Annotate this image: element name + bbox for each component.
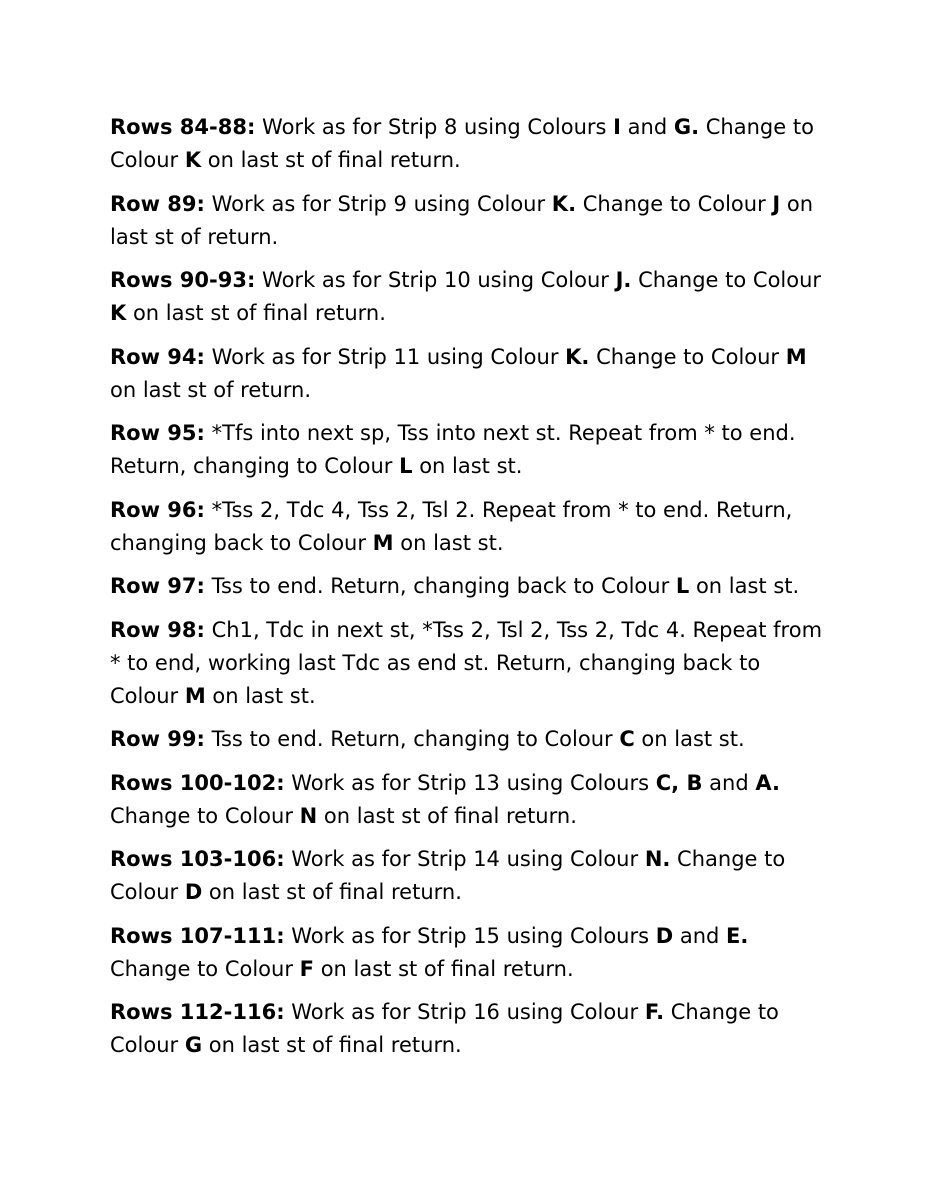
instruction-text: Change to Colour (589, 344, 786, 369)
colour-code: G. (673, 115, 700, 139)
colour-code: L (399, 454, 413, 478)
instruction-text: on last st. (205, 683, 316, 708)
row-label: Row 99: (110, 727, 205, 751)
instruction-row (110, 920, 830, 986)
instruction-text: Change to Colour (110, 847, 786, 904)
colour-code: L (675, 574, 690, 598)
instruction-text: on last st of final return. (202, 1033, 462, 1057)
colour-code: A. (755, 770, 780, 795)
row-label: Row 96: (110, 497, 205, 522)
colour-code: E. (726, 923, 749, 948)
colour-code: G (184, 1033, 203, 1057)
instruction-text: on last st of final return. (201, 148, 461, 172)
instruction-row (110, 417, 830, 483)
instruction-row (110, 614, 830, 713)
colour-code: K (110, 301, 127, 325)
colour-code: K (184, 148, 202, 172)
instruction-row (110, 111, 830, 177)
colour-code: N (299, 803, 318, 828)
instruction-text: and (702, 770, 756, 795)
instruction-text: Work as for Strip 15 using Colours (284, 923, 656, 948)
instruction-row (110, 494, 830, 560)
row-label: Rows 84-88: (110, 115, 256, 139)
row-label: Rows 100-102: (110, 770, 285, 795)
instruction-text: on last st of return. (110, 191, 814, 249)
instruction-text: on last st. (412, 454, 523, 478)
colour-code: J (772, 191, 781, 216)
instruction-text: Change to Colour (110, 1000, 779, 1057)
instruction-text: on last st of final return. (314, 956, 574, 981)
instruction-text: and (621, 115, 674, 139)
colour-code: F (299, 956, 315, 981)
instruction-text: Work as for Strip 16 using Colour (284, 1000, 645, 1024)
colour-code: C, B (655, 770, 703, 795)
instruction-row (110, 341, 830, 407)
instruction-row (110, 570, 830, 603)
row-label: Row 94: (110, 344, 205, 369)
instruction-text: on last st. (393, 530, 504, 555)
instruction-text: Work as for Strip 14 using Colour (284, 847, 645, 871)
instruction-text: on last st of final return. (126, 301, 386, 325)
colour-code: M (184, 683, 206, 708)
instruction-row (110, 723, 830, 756)
instruction-text: Work as for Strip 10 using Colour (255, 268, 616, 292)
instruction-text: Tss to end. Return, changing back to Colour (204, 574, 676, 598)
colour-code: D (184, 880, 203, 904)
instruction-text: Change to Colour (110, 803, 300, 828)
row-label: Rows 103-106: (110, 847, 285, 871)
instruction-text: Ch1, Tdc in next st, *Tss 2, Tsl 2, Tss 2, Tdc 4. Repeat from * to end, working last Tdc as end st. Return, changing back to Colour (110, 617, 823, 708)
instruction-row (110, 996, 830, 1062)
row-label: Row 89: (110, 191, 205, 216)
colour-code: N. (644, 847, 671, 871)
instruction-text: Change to Colour (631, 268, 822, 292)
instruction-row (110, 188, 830, 254)
instruction-row (110, 767, 830, 833)
instruction-text: Work as for Strip 8 using Colours (255, 115, 614, 139)
colour-code: K. (551, 191, 577, 216)
colour-code: F. (644, 1000, 665, 1024)
instruction-text: Work as for Strip 11 using Colour (204, 344, 566, 369)
row-label: Rows 112-116: (110, 1000, 285, 1024)
instruction-text: Work as for Strip 9 using Colour (204, 191, 552, 216)
instruction-text: Tss to end. Return, changing to Colour (204, 727, 620, 751)
colour-code: M (785, 344, 807, 369)
instruction-text: *Tss 2, Tdc 4, Tss 2, Tsl 2. Repeat from * to end. Return, changing back to Colour (110, 497, 793, 555)
colour-code: M (372, 530, 394, 555)
colour-code: D (655, 923, 674, 948)
pattern-instructions (110, 111, 830, 1073)
instruction-text: on last st of final return. (317, 803, 577, 828)
row-label: Row 97: (110, 574, 205, 598)
colour-code: J. (615, 268, 632, 292)
instruction-text: Change to Colour (110, 956, 300, 981)
row-label: Rows 107-111: (110, 923, 285, 948)
instruction-text: Change to Colour (110, 115, 814, 172)
instruction-text: on last st of return. (110, 377, 312, 402)
colour-code: K. (565, 344, 590, 369)
instruction-text: on last st. (689, 574, 800, 598)
instruction-text: Change to Colour (576, 191, 773, 216)
instruction-text: on last st. (634, 727, 745, 751)
colour-code: I (613, 115, 621, 139)
instruction-text: on last st of final return. (202, 880, 462, 904)
instruction-text: *Tfs into next sp, Tss into next st. Repeat from * to end. Return, changing to Colour (110, 421, 796, 478)
instruction-text: and (673, 923, 727, 948)
instruction-row (110, 264, 830, 330)
instruction-text: Work as for Strip 13 using Colours (284, 770, 656, 795)
row-label: Rows 90-93: (110, 268, 256, 292)
instruction-row (110, 843, 830, 909)
row-label: Row 98: (110, 617, 205, 642)
row-label: Row 95: (110, 421, 205, 445)
colour-code: C (619, 727, 635, 751)
